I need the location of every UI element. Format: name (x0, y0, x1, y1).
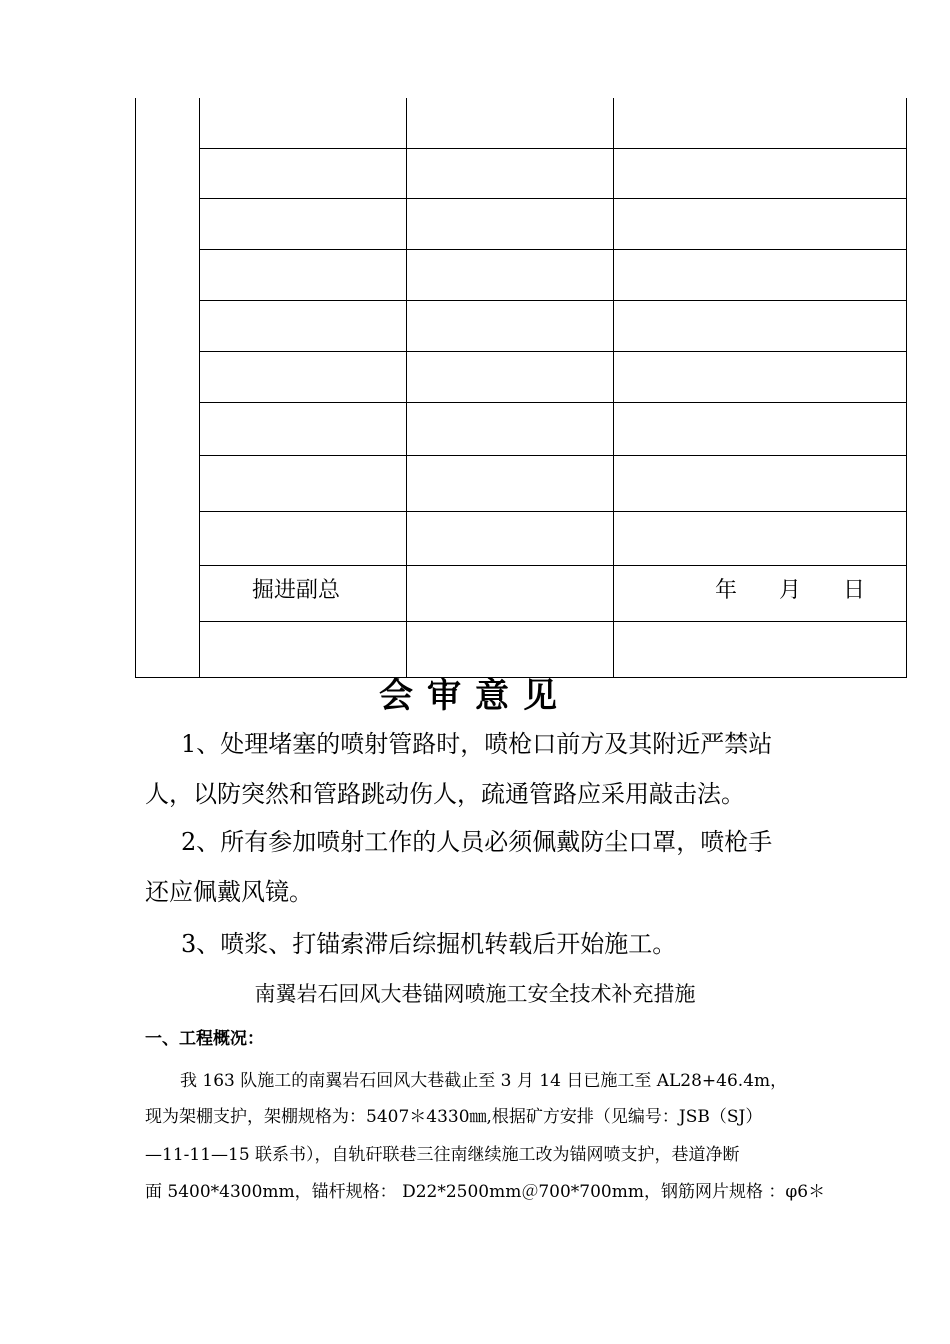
review-item-1-line-1: 1、处理堵塞的喷射管路时，喷枪口前方及其附近严禁站 (181, 730, 773, 758)
table-row-divider (199, 249, 907, 250)
body-line: 面 5400*4300mm，锚杆规格： D22*2500mm＠700*700mm，钢筋网片规格 ：φ6＊ (145, 1182, 826, 1202)
table-row-divider (199, 565, 907, 566)
table-label-deputy-chief: 掘进副总 (252, 578, 341, 603)
body-line: 我 163 队施工的南翼岩石回风大巷截止至 3 月 14 日已施工至 AL28+46.4m， (180, 1071, 788, 1091)
table-row-divider (199, 351, 907, 352)
date-day-label: 日 (843, 578, 866, 603)
review-title: 会审意见 (379, 676, 571, 716)
review-item-2-line-2: 还应佩戴风镜。 (145, 878, 313, 906)
table-row-divider (199, 621, 907, 622)
document-subtitle: 南翼岩石回风大巷锚网喷施工安全技术补充措施 (254, 982, 696, 1006)
signature-table (135, 98, 907, 678)
date-year-label: 年 (715, 578, 738, 603)
section-heading: 一、工程概况： (145, 1029, 264, 1049)
table-row-divider (199, 511, 907, 512)
body-line: 现为架棚支护，架棚规格为：5407＊4330㎜,根据矿方安排（见编号：JSB（SJ） (145, 1107, 763, 1127)
table-row-divider (199, 455, 907, 456)
table-row-divider (199, 198, 907, 199)
table-col-divider (613, 98, 614, 678)
table-row-divider (199, 402, 907, 403)
table-border-left (135, 98, 136, 678)
review-item-3: 3、喷浆、打锚索滞后综掘机转载后开始施工。 (181, 930, 677, 958)
review-item-1-line-2: 人，以防突然和管路跳动伤人，疏通管路应采用敲击法。 (145, 780, 745, 808)
table-row-divider (199, 148, 907, 149)
table-col-divider (406, 98, 407, 678)
table-row-divider (199, 300, 907, 301)
review-item-2-line-1: 2、所有参加喷射工作的人员必须佩戴防尘口罩，喷枪手 (181, 828, 773, 856)
body-line: —11-11—15 联系书），自轨矸联巷三往南继续施工改为锚网喷支护，巷道净断 (145, 1145, 740, 1165)
date-month-label: 月 (779, 578, 802, 603)
table-col-divider (199, 98, 200, 678)
table-border-right (906, 98, 907, 678)
